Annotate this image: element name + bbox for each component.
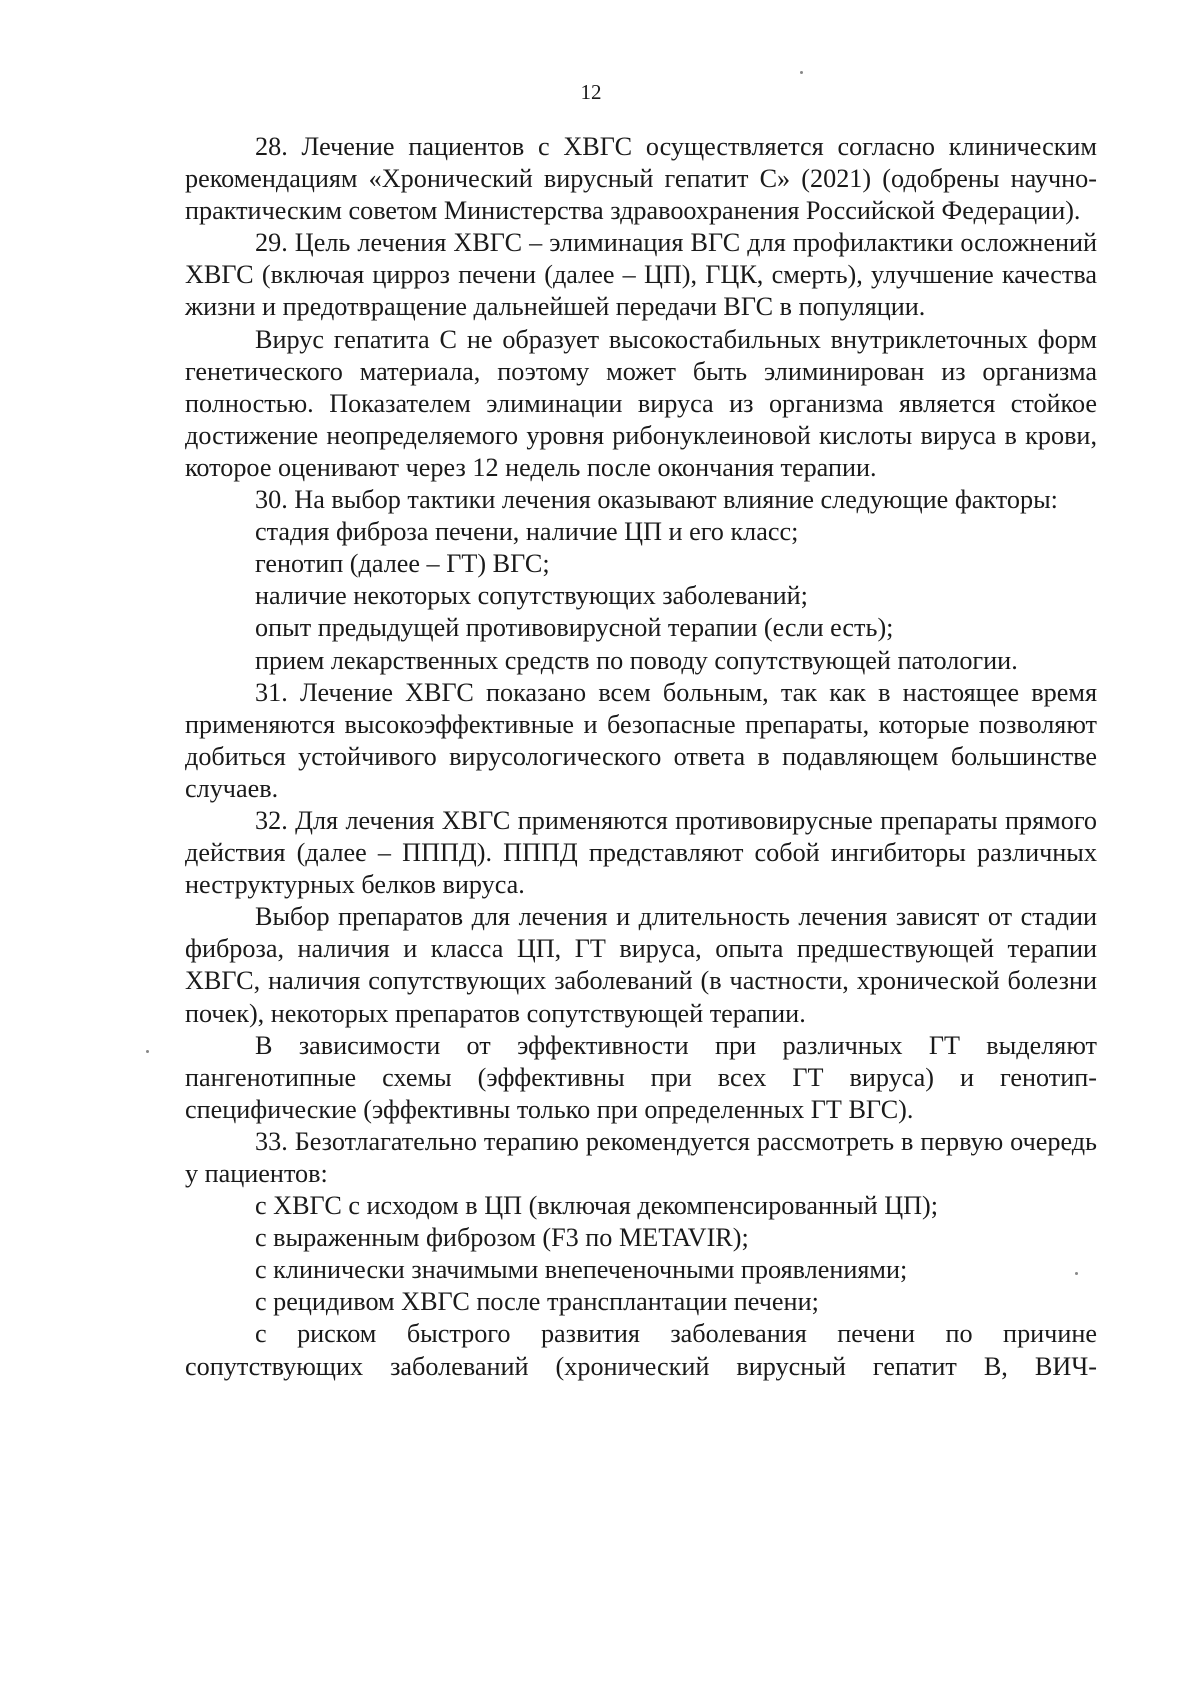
scan-speck [800,71,803,74]
list-item-relapse-transplant: с рецидивом ХВГС после трансплантации печени; [255,1287,819,1317]
paragraph-30: 30. На выбор тактики лечения оказывают влияние следующие факторы: [255,485,1058,515]
page-number: 12 [580,80,602,104]
scan-speck [1075,1272,1078,1275]
paragraph-rapid-progression: с риском быстрого развития заболевания печени по причине сопутствующих заболеваний (хронический вирусный гепатит В, ВИЧ- [185,1319,1097,1381]
list-item-extrahepatic: с клинически значимыми внепеченочными проявлениями; [255,1255,908,1285]
list-item-prior-therapy: опыт предыдущей противовирусной терапии (если есть); [255,613,894,643]
list-item-fibrosis-stage: стадия фиброза печени, наличие ЦП и его класс; [255,517,799,547]
document-body [185,131,1097,1383]
paragraph-29: 29. Цель лечения ХВГС – элиминация ВГС для профилактики осложнений ХВГС (включая цирроз печени (далее – ЦП), ГЦК, смерть), улучшение качества жизни и предотвращение дальнейшей передачи ВГС в популяции. [185,228,1097,322]
paragraph-28: 28. Лечение пациентов с ХВГС осуществляется согласно клиническим рекомендациям «Хронический вирусный гепатит С» (2021) (одобрены научно-практическим советом Министерства здравоохранения Российской Федерации). [185,132,1097,226]
list-item-concomitant-drugs: прием лекарственных средств по поводу сопутствующей патологии. [255,645,1018,675]
paragraph-31: 31. Лечение ХВГС показано всем больным, так как в настоящее время применяются высокоэффективные и безопасные препараты, которые позволяют добиться устойчивого вирусологического ответа в подавляющем большинстве случаев. [185,677,1097,803]
list-item-comorbidities: наличие некоторых сопутствующих заболеваний; [255,581,808,611]
paragraph-32: 32. Для лечения ХВГС применяются противовирусные препараты прямого действия (далее – ПППД). ПППД представляют собой ингибиторы различных неструктурных белков вируса. [185,805,1097,900]
scan-speck [146,1050,149,1053]
list-item-severe-fibrosis: с выраженным фиброзом (F3 по METAVIR); [255,1223,749,1253]
list-item-genotype: генотип (далее – ГТ) ВГС; [255,549,550,579]
paragraph-genotype-schemes: В зависимости от эффективности при различных ГТ выделяют пангенотипные схемы (эффективны при всех ГТ вируса) и генотип-специфические (эффективны только при определенных ГТ ВГС). [185,1030,1097,1124]
paragraph-drug-choice: Выбор препаратов для лечения и длительность лечения зависят от стадии фиброза, наличия и класса ЦП, ГТ вируса, опыта предшествующей терапии ХВГС, наличия сопутствующих заболеваний (в частности, хронической болезни почек), некоторых препаратов сопутствующей терапии. [185,902,1097,1028]
paragraph-virus-elimination: Вирус гепатита С не образует высокостабильных внутриклеточных форм генетического материала, поэтому может быть элиминирован из организма полностью. Показателем элиминации вируса из организма является стойкое достижение неопределяемого уровня рибонуклеиновой кислоты вируса в крови, которое оценивают через 12 недель после окончания терапии. [185,324,1097,482]
paragraph-33: 33. Безотлагательно терапию рекомендуется рассмотреть в первую очередь у пациентов: [185,1126,1097,1188]
list-item-cirrhosis: с ХВГС с исходом в ЦП (включая декомпенсированный ЦП); [255,1191,939,1221]
